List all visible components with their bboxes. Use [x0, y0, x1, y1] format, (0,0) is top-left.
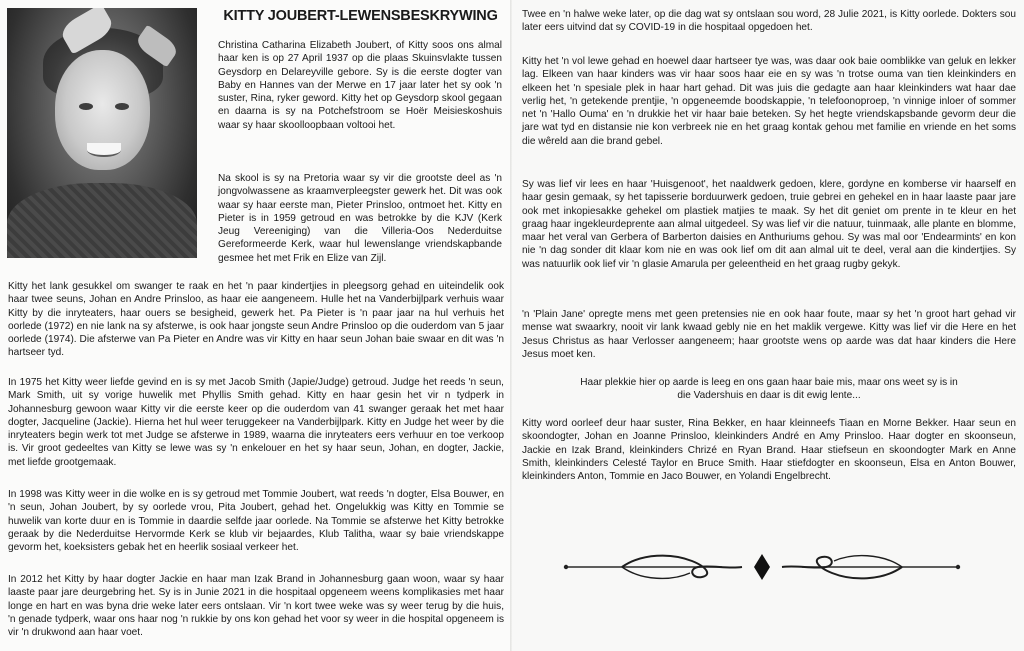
- para-full-life: Kitty het 'n vol lewe gehad en hoewel daar hartseer tye was, was daar ook baie oomblikke van geluk en lekker lag. Elkeen van haar kinders was vir haar soos haar eie en sy was 'n trotse ouma van tien kleinkinders en elkeen het 'n spesiale plek in haar hart gehad. Dit was juis die gedagte aan haar kleinkinders wat haar dae verlig het, 'n getekende prentjie, 'n opgeneemde boodskappie, 'n telefoonoproep, 'n vinnige inloer of sommer net 'n 'Hallo Ouma' en 'n drukkie het vir haar baie beteken. Sy het hegte vriendskapsbande gevorm deur die jare wat tyd en distansie nie kon verbreek nie en het graag kontak gehou met familie en vriende en het soms die wêreld aan die brand gebel.: [522, 56, 1016, 147]
- para-passing: Twee en 'n halwe weke later, op die dag wat sy ontslaan sou word, 28 Julie 2021, is Kitty oorlede. Dokters sou later eers uitvind dat sy COVID-19 in die hospitaal opgedoen het.: [522, 9, 1016, 34]
- para-birth: Christina Catharina Elizabeth Joubert, of Kitty soos ons almal haar ken is op 27 April 1937 op die plaas Skuinsvlakte tussen Geysdorp en Delareyville gebore. Sy is die eerste dogter van Baby en Hannes van der Merwe en 17 jaar later het sy ook 'n suster, Rina, ryker geword. Kitty het op Geysdorp skool gegaan en daarna is sy na Potchefstroom se Hoër Meisieskoshuis waar sy haar skoolloopbaan voltooi het.: [218, 40, 502, 131]
- para-pretoria: Na skool is sy na Pretoria waar sy vir die grootste deel as 'n jongvolwassene as kraamverpleegster gewerk het. Dit was ook waar sy haar eerste man, Pieter Prinsloo, ontmoet het. Kitty en Pieter is in 1959 getroud en was betrokke by die KJV (Kerk Jeug Vereeniging) van die Villeria-Oos Nederduitse Gereformeerde Kerk, waar hul lewenslange vriendskapbande gesmee het met Frik en Elize van Zijl.: [218, 173, 502, 264]
- para-hobbies: Sy was lief vir lees en haar 'Huisgenoot', het naaldwerk gedoen, klere, gordyne en komberse vir haarself en haar gesin gemaak, sy het tapisserie borduurwerk gedoen, truie gebrei en gehekel en in haar laaste paar jare ook met inkopiesakke gehekel om plastiek matjies te maak. Sy het dit geniet om prente in te kleur en het graag haar ingekleurdeprente aan almal uitgedeel. Sy was lief vir die natuur, tuinmaak, alle plante en blomme, maar het veral van Gerbera of Barberton daisies en Anthuriums gehou. Sy was mal oor 'Endearmints' en kon nie 'n dag sonder dit klaar kom nie en was ook lief om dit aan almal uit te deel, veral aan die kindertjies. Sy was natuurlik ook lief vir 'n glasie Amarula per geleentheid en het graag rugby gekyk.: [522, 179, 1016, 270]
- para-character: 'n 'Plain Jane' opregte mens met geen pretensies nie en ook haar foute, maar sy het 'n groot hart gehad vir mense wat swaarkry, nooit vir lank kwaad gebly nie en het maklik vergewe. Kitty was lief vir die Here en het Jesus Christus as haar Verlosser aangeneem; haar grootste wens op aarde was dat haar kinders die Here Jesus moet ken.: [522, 309, 1016, 360]
- portrait-photo: [7, 8, 197, 258]
- ornament-divider-icon: [562, 545, 962, 589]
- para-2012: In 2012 het Kitty by haar dogter Jackie en haar man Izak Brand in Johannesburg gaan woon, waar sy haar laaste paar jare deurgebring het. Sy is in Junie 2021 in die hospitaal opgeneem weens komplikasies met haar longe en hart en was byna drie weke later eers ontslaan. Vir 'n kort twee weke was sy weer terug by die huis, 'n genade tydperk, waar ons haar nog 'n rukkie by ons kon gehad het voor sy weer in die hospital opgeneem is vir 'n drukwond aan haar voet.: [8, 574, 504, 639]
- para-children: Kitty het lank gesukkel om swanger te raak en het 'n paar kindertjies in pleegsorg gehad en uiteindelik ook haar twee seuns, Johan en Andre Prinsloo, as haar eie aangeneem. Hulle het na Vanderbijlpark verhuis waar Kitty by die inryteaters, haar ouers se besigheid, gewerk het. Pa Pieter is 'n paar jaar na hul verhuis het oorlede (1972) en nie lank na sy afsterwe, is ook haar jongste seun Andre Prinsloo op die ouderdom van 5 jaar oorlede (1974). Die afsterwe van Pa Pieter en Andre was vir Kitty en haar seun Johan baie swaar en dit was 'n hartseer tyd.: [8, 281, 504, 359]
- para-1975: In 1975 het Kitty weer liefde gevind en is sy met Jacob Smith (Japie/Judge) getroud. Judge het reeds 'n seun, Mark Smith, uit sy vorige huwelik met Phyllis Smith gehad. Kitty en haar gesin het vir n tydperk in Johannesburg gewoon waar Kitty vir die eerste keer op die ouderdom van 41 swanger geraak het met haar dogter, Jacqueline (Jackie). Hierna het hul weer teruggekeer na Vanderbijlpark. Kitty en Judge het weer by die inryteaters begin werk tot met Judge se afsterwe in 1989, waarna die inryteaters eers verhuur en toe verkoop is. Vir groot gedeeltes van Kitty se lewe was sy 'n enkelouer en het sy haar seun, Johan, en dogter, Jackie, met liefde grootgemaak.: [8, 377, 504, 468]
- para-1998: In 1998 was Kitty weer in die wolke en is sy getroud met Tommie Joubert, wat reeds 'n dogter, Elsa Bouwer, en 'n seun, Johan Joubert, by sy oorlede vrou, Pita Joubert, gehad het. Ongelukkig was Kitty en Tommie se huwelik van korte duur en is Tommie in daardie selfde jaar oorlede. Na Tommie se afsterwe het Kitty betrokke geraak by die Nederduitse Hervormde Kerk se klub vir bejaardes, Klub Talitha, waar sy baie vriendskappe gevorm het, koeksisters gebak het en heerlik sosiaal verkeer het.: [8, 489, 504, 554]
- page-title: KITTY JOUBERT-LEWENSBESKRYWING: [223, 8, 498, 24]
- closing-quote: Haar plekkie hier op aarde is leeg en ons gaan haar baie mis, maar ons weet sy is in die Vadershuis en daar is dit ewig lente...: [580, 377, 958, 402]
- para-survivors: Kitty word oorleef deur haar suster, Rina Bekker, en haar kleinneefs Tiaan en Morne Bekker. Haar seun en skoondogter, Johan en Joanne Prinsloo, kleinkinders André en Amy Prinsloo. Haar dogter en skoonseun, Jackie en Izak Brand, kleinkinders Chrizé en Ryan Brand. Haar stiefseun en skoondogter Mark en Anne Smith, kleinkinders Celesté Taylor en Bruce Smith. Haar stiefdogter en skoonseun, Elsa en Anton Bouwer, kleinkinders Anton, Tommie en Jaco Bouwer, en Yolandi Engelbrecht.: [522, 418, 1016, 483]
